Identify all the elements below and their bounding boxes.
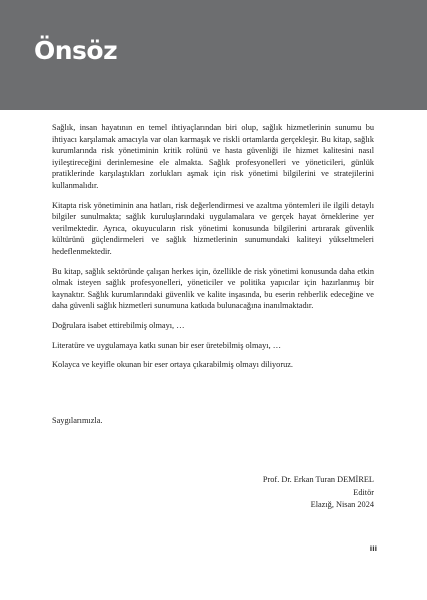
paragraph-content: Kitapta risk yönetiminin ana hatları, risk değerlendirmesi ve azaltma yöntemleri ile ilgili detaylı bilgiler sunulmakta; sağlık kuruluşlarındaki uygulamalara ve gerçek hayat örneklerine yer verilmektedir. Ayrıca, okuyucuların risk yönetimi konusunda bilgilerini artırarak güvenlik kültürünü güçlendirmeleri ve sağlık hizmetlerinin sunumundaki kaliteyi yükseltmeleri hedeflenmektedir. <box>52 200 374 256</box>
paragraph-audience: Bu kitap, sağlık sektöründe çalışan herkes için, özellikle de risk yönetimi konusunda daha etkin olmak isteyen sağlık profesyonelleri, yöneticiler ve politika yapıcılar için hazırlanmış bir kaynaktır. Sağlık kurumlarındaki güvenlik ve kalite inşasında, bu eserin rehberlik edeceğine ve daha güvenli sağlık hizmetleri sunumuna katkıda bulunacağına inanılmaktadır. <box>52 266 374 311</box>
place-date: Elazığ, Nisan 2024 <box>310 500 374 509</box>
header-band <box>0 0 427 110</box>
signature-block <box>263 474 374 512</box>
paragraph-intro: Sağlık, insan hayatının en temel ihtiyaçlarından biri olup, sağlık hizmetlerinin sunumu bu ihtiyacı karşılamak amacıyla var olan karmaşık ve riskli ortamlarda gerçekleşir. Bu kitap, sağlık kurumlarında risk yönetiminin kritik rolünü ve hasta güvenliği ile hizmet kalitesini nasıl iyileştireceğini derinlemesine ele almakta. Sağlık profesyonelleri ve yöneticileri, günlük pratiklerinde karşılaştıkları zorlukları aşmak için risk yönetimi bilgilerini ve stratejilerini kullanmalıdır. <box>52 123 374 190</box>
preface-body <box>52 122 374 379</box>
author-role: Editör <box>353 487 374 497</box>
page-title: Önsöz <box>34 36 118 65</box>
paragraph-wish-2: Literatüre ve uygulamaya katkı sunan bir eser üretebilmiş olmayı, … <box>52 340 282 350</box>
paragraph-wish-3: Kolayca ve keyifle okunan bir eser ortaya çıkarabilmiş olmayı diliyoruz. <box>52 360 293 370</box>
closing-greeting: Saygılarımızla. <box>52 416 103 425</box>
paragraph-wish-1: Doğrulara isabet ettirebilmiş olmayı, … <box>52 320 185 330</box>
page-number: iii <box>369 545 377 553</box>
author-name: Prof. Dr. Erkan Turan DEMİREL <box>262 475 374 484</box>
